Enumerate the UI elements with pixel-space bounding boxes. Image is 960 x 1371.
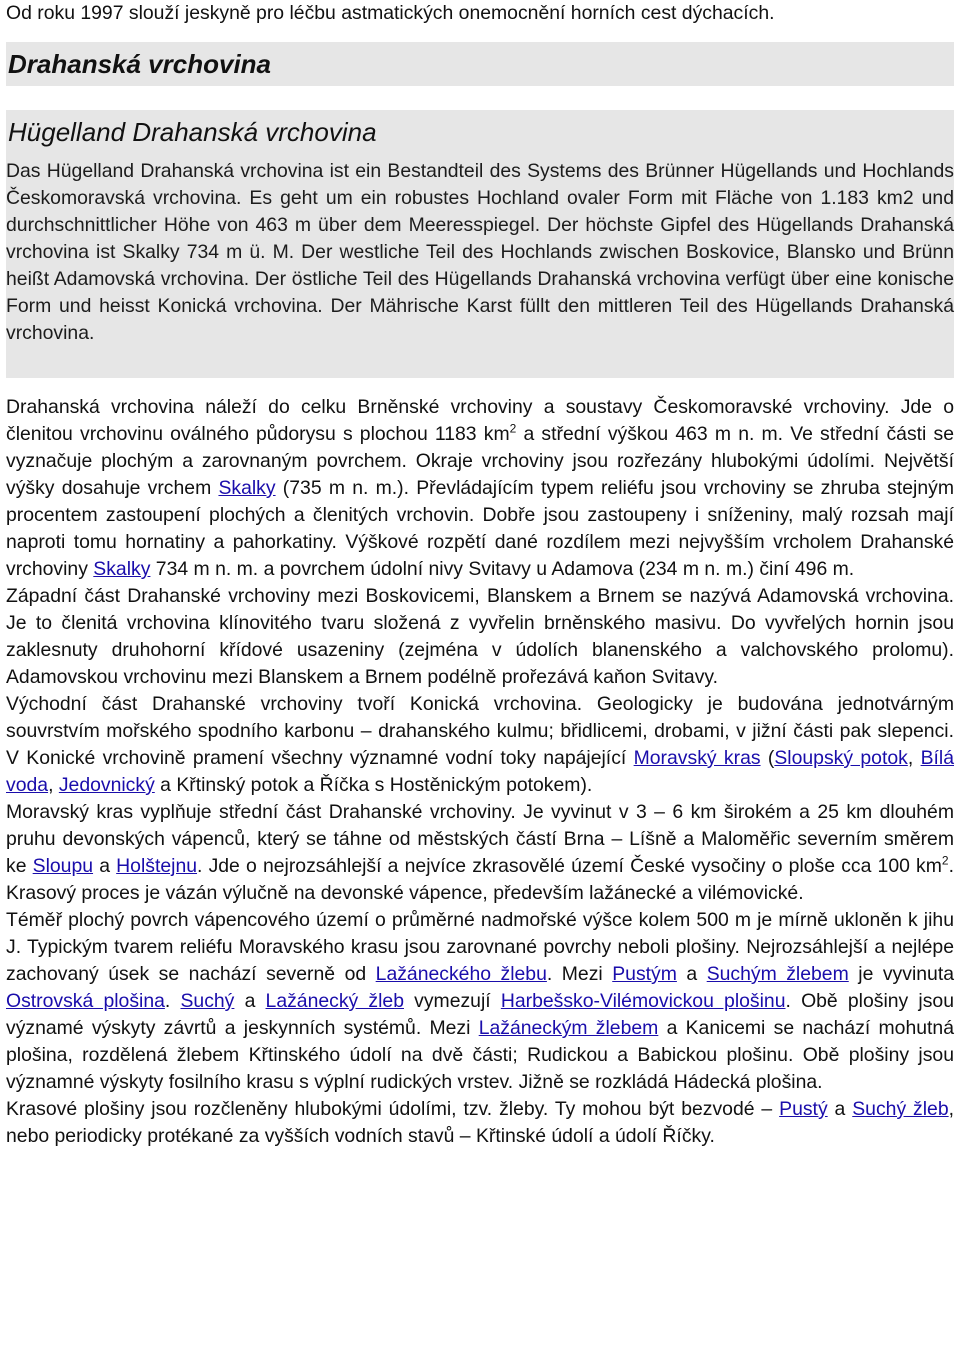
heading-main-block bbox=[6, 42, 954, 86]
intro-line: Od roku 1997 slouží jeskyně pro léčbu astmatických onemocnění horních cest dýchacích. bbox=[6, 2, 775, 24]
text-run: . Obě plošiny jsou významé výskyty závrtů a jeskynních systémů. Mezi bbox=[6, 990, 954, 1039]
link-jedovnicky[interactable]: Jedovnický bbox=[58, 774, 155, 796]
text-run: a bbox=[676, 963, 707, 985]
intro-block bbox=[6, 0, 954, 27]
link-suchym-zlebem[interactable]: Suchým žlebem bbox=[706, 963, 849, 985]
paragraph-overview bbox=[6, 394, 954, 583]
superscript: 2 bbox=[941, 853, 949, 868]
text-run: , bbox=[48, 774, 59, 796]
text-run: a bbox=[234, 990, 266, 1012]
link-lazaneckeho-zlebu[interactable]: Lažáneckého žlebu bbox=[375, 963, 547, 985]
text-run: . bbox=[164, 990, 181, 1012]
czech-section bbox=[6, 394, 954, 1150]
text-run: , bbox=[907, 747, 921, 769]
text-run: a střední výškou 463 m n. m. Ve střední části se vyznačuje plochým a zarovnaným povrchem. Okraje vrchoviny jsou rozřezány hlubokými údolími. Největší výšky dosahuje vrchem bbox=[6, 423, 954, 499]
text-run: . Krasový proces je vázán výlučně na devonské vápence, především lažánecké a vilémovické. bbox=[6, 855, 954, 904]
text-run: ( bbox=[760, 747, 775, 769]
link-lazaneckym-zlebem[interactable]: Lažáneckým žlebem bbox=[478, 1017, 659, 1039]
paragraph-adamovska: Západní část Drahanské vrchoviny mezi Boskovicemi, Blanskem a Brnem se nazývá Adamovská vrchovina. Je to členitá vrchovina klínovitého tvaru složená z vyvřelin brněnského masivu. Do vyvřelých hornin jsou zaklesnuty druhohorní křídové usazeniny (zejména v údolích blanenského a valchovského prolomu). Adamovskou vrchovinu mezi Blanskem a Brnem podélně prořezává kaňon Svitavy. bbox=[6, 585, 954, 688]
text-run: . Mezi bbox=[546, 963, 613, 985]
text-run: je vyvinuta bbox=[848, 963, 954, 985]
text-run: Moravský kras vyplňuje střední část Drahanské vrchoviny. Je vyvinut v 3 – 6 km širokém a 25 km dlouhém pruhu devonských vápenců, který se táhne od městských částí Brna – Líšně a Maloměřic severním směrem ke bbox=[6, 801, 954, 877]
text-run: . Jde o nejrozsáhlejší a nejvíce zkrasovělé území České vysočiny o ploše cca 100 km bbox=[197, 855, 942, 877]
text-run: Drahanská vrchovina náleží do celku Brněnské vrchoviny a soustavy Českomoravské vrchoviny. Jde o členitou vrchovinu oválného půdorysu s plochou 1183 km bbox=[6, 396, 954, 445]
paragraph-plosiny bbox=[6, 907, 954, 1096]
german-paragraph: Das Hügelland Drahanská vrchovina ist ein Bestandteil des Systems des Brünner Hügellands und Hochlands Českomoravská vrchovina. Es geht um ein robustes Hochland ovaler Form mit Fläche von 1.183 km2 und durchschnittlicher Höhe von 463 m über dem Meeresspiegel. Der höchste Gipfel des Hügellands Drahanská vrchovina ist Skalky 734 m ü. M. Der westliche Teil des Hochlands zwischen Boskovice, Blansko und Brünn heißt Adamovská vrchovina. Der östliche Teil des Hügellands Drahanská vrchovina verfügt über eine konische Form und heisst Konická vrchovina. Der Mährische Karst füllt den mittleren Teil des Hügellands Drahanská vrchovina. bbox=[6, 160, 954, 344]
text-run: Téměř plochý povrch vápencového území o průměrné nadmořské výšce kolem 500 m je mírně ukloněn k jihu J. Typickým tvarem reliéfu Moravského krasu jsou zarovnané povrchy neboli plošiny. Nejrozsáhlejší a nejlépe zachovaný úsek se nachází severně od bbox=[6, 909, 954, 985]
link-sloupu[interactable]: Sloupu bbox=[32, 855, 94, 877]
text-run: a bbox=[93, 855, 117, 877]
text-run: a Křtinský potok a Říčka s Hostěnickým potokem). bbox=[154, 774, 593, 796]
text-run: Východní část Drahanské vrchoviny tvoří Konická vrchovina. Geologicky je budována jednotvárným souvrstvím mořského spodního karbonu – drahanského kulmu; břidlicemi, drobami, v jižní části pak slepenci. V Konické vrchovině pramení všechny významné vodní toky napájející bbox=[6, 693, 954, 769]
superscript: 2 bbox=[509, 421, 517, 436]
link-pusty[interactable]: Pustý bbox=[779, 1098, 828, 1120]
heading-german: Hügelland Drahanská vrchovina bbox=[8, 117, 377, 147]
heading-main: Drahanská vrchovina bbox=[8, 49, 272, 79]
link-suchy-zleb[interactable]: Suchý žleb bbox=[852, 1098, 949, 1120]
text-run: vymezují bbox=[403, 990, 501, 1012]
text-run: a Kanicemi se nachází mohutná plošina, rozdělená žlebem Křtinského údolí na dvě části; Rudickou a Babickou plošinu. Obě plošiny jsou významné výskyty fosilního krasu s výplní rudických vrstev. Jižně se rozkládá Hádecká plošina. bbox=[6, 1017, 954, 1093]
link-holstejnu[interactable]: Holštejnu bbox=[116, 855, 198, 877]
text-run: 734 m n. m. a povrchem údolní nivy Svitavy u Adamova (234 m n. m.) činí 496 m. bbox=[150, 558, 855, 580]
paragraph-zleby bbox=[6, 1096, 954, 1150]
link-skalky[interactable]: Skalky bbox=[218, 477, 276, 499]
link-skalky-2[interactable]: Skalky bbox=[93, 558, 151, 580]
text-run: (735 m n. m.). Převládajícím typem reliéfu jsou vrchoviny se zhruba stejným procentem zastoupení plochých a členitých vrchovin. Dobře jsou zastoupeny i sníženiny, malý rozsah mají naproti tomu hornatiny a pahorkatiny. Výškové rozpětí dané rozdílem mezi nejvyšším vrcholem Drahanské vrchoviny bbox=[6, 477, 954, 580]
link-sloupsky-potok[interactable]: Sloupský potok bbox=[774, 747, 908, 769]
paragraph-konicka bbox=[6, 691, 954, 799]
link-lazanecky-zleb[interactable]: Lažánecký žleb bbox=[265, 990, 404, 1012]
german-section bbox=[6, 110, 954, 378]
link-bila-voda[interactable]: Bílá voda bbox=[6, 747, 954, 796]
link-moravsky-kras[interactable]: Moravský kras bbox=[633, 747, 761, 769]
text-run: a bbox=[827, 1098, 853, 1120]
text-run: , nebo periodicky protékané za vyšších vodních stavů – Křtinské údolí a údolí Říčky. bbox=[6, 1098, 955, 1147]
text-run: Krasové plošiny jsou rozčleněny hlubokými údolími, tzv. žleby. Ty mohou být bezvodé – bbox=[6, 1098, 780, 1120]
paragraph-moravsky-kras bbox=[6, 799, 954, 907]
link-harbessko-vilemovickou-plosinu[interactable]: Harbešsko-Vilémovickou plošinu bbox=[500, 990, 786, 1012]
link-pustym[interactable]: Pustým bbox=[612, 963, 677, 985]
link-ostrovska-plosina[interactable]: Ostrovská plošina bbox=[6, 990, 165, 1012]
link-suchy[interactable]: Suchý bbox=[180, 990, 235, 1012]
